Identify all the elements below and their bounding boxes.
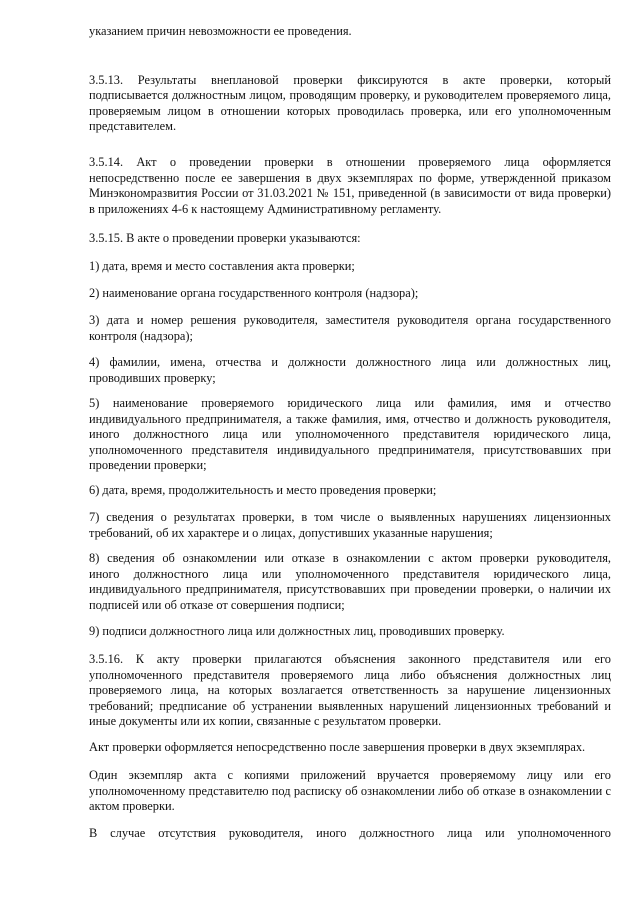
paragraph-3-5-13: [89, 57, 611, 135]
list-item-8: [89, 551, 611, 613]
list-item-9: [89, 624, 611, 640]
text: 8) сведения об ознакомлении или отказе в ознакомлении с актом проверки руководителя,: [89, 551, 611, 565]
text: 3.5.15. В акте о проведении проверки указываются:: [89, 231, 361, 245]
text: указанием причин невозможности ее проведения.: [89, 24, 352, 38]
text: 5) наименование проверяемого юридического лица или фамилия, имя и отчество: [89, 396, 611, 410]
text: 9) подписи должностного лица или должностных лиц, проводивших проверку.: [89, 624, 505, 638]
paragraph-one-copy: [89, 768, 611, 815]
text: 2) наименование органа государственного контроля (надзора);: [89, 286, 419, 300]
text: иного должностного лица или уполномоченного представителя юридического лица, индивидуального предпринимателя, присутствовавших при проведении проверки, о наличии их подписей или об отказе от совершения подписи;: [89, 566, 611, 612]
list-item-4: [89, 355, 611, 386]
list-item-5: [89, 396, 611, 474]
text: 4) фамилии, имена, отчества и должности должностного лица или должностных лиц,: [89, 355, 611, 369]
paragraph-absence: [89, 826, 611, 842]
paragraph-continuation: [89, 24, 611, 40]
text: требований, об их характере и о лицах, допустивших указанные нарушения;: [89, 525, 493, 540]
text: 1) дата, время и место составления акта проверки;: [89, 259, 355, 273]
text: непосредственно после ее завершения в двух экземплярах по форме, утвержденной приказом Минэкономразвития России от 31.03.2021 № 151, приведенной (в зависимости от вида проверки) в приложениях 4-6 к настоящему Административному регламенту.: [89, 170, 611, 216]
list-item-3: [89, 313, 611, 344]
text: уполномоченного представителя проверяемого лица либо объяснения должностных лиц проверяемого лица, на которых возлагается ответственность за нарушение лицензионных требований; предписание об устранении выявленных нарушений лицензионных требований и иные документы или их копии, связанные с результатом проверки.: [89, 667, 611, 729]
first-line: [89, 73, 611, 89]
text: подписывается должностным лицом, проводящим проверку, и руководителем проверяемого лица, проверяемым лицом в отношении которых проводилась проверка, или его уполномоченным представителем.: [89, 88, 611, 134]
text: 7) сведения о результатах проверки, в том числе о выявленных нарушениях лицензионных: [89, 510, 611, 524]
text: В случае отсутствия руководителя, иного должностного лица или уполномоченного: [89, 826, 611, 840]
paragraph-3-5-15: [89, 231, 611, 247]
list-item-6: [89, 483, 611, 499]
text: Акт проверки оформляется непосредственно после завершения проверки в двух экземплярах.: [89, 740, 586, 754]
list-item-1: [89, 259, 611, 275]
text: 6) дата, время, продолжительность и место проведения проверки;: [89, 483, 437, 497]
text: контроля (надзора);: [89, 328, 193, 343]
list-item-7: [89, 510, 611, 541]
paragraph-act-two-copies: [89, 740, 611, 756]
text: индивидуального предпринимателя, а также фамилия, имя, отчество и должность руководителя, иного должностного лица или уполномоченного представителя юридического лица, уполномоченного представителя индивидуального предпринимателя, присутствовавших при проведении проверки;: [89, 411, 611, 473]
text: Один экземпляр акта с копиями приложений вручается проверяемому лицу или его: [89, 768, 611, 782]
paragraph-3-5-16: [89, 652, 611, 730]
text: проводивших проверку;: [89, 370, 216, 385]
text: 3.5.16. К акту проверки прилагаются объяснения законного представителя или его: [89, 652, 611, 666]
paragraph-3-5-14: [89, 155, 611, 217]
text: 3) дата и номер решения руководителя, заместителя руководителя органа государственного: [89, 313, 611, 327]
text: 3.5.13. Результаты внеплановой проверки фиксируются в акте проверки, который: [89, 72, 611, 87]
list-item-2: [89, 286, 611, 302]
text: уполномоченному представителю под расписку об ознакомлении либо об отказе в ознакомлении с актом проверки.: [89, 783, 611, 814]
text: 3.5.14. Акт о проведении проверки в отношении проверяемого лица оформляется: [89, 155, 611, 169]
